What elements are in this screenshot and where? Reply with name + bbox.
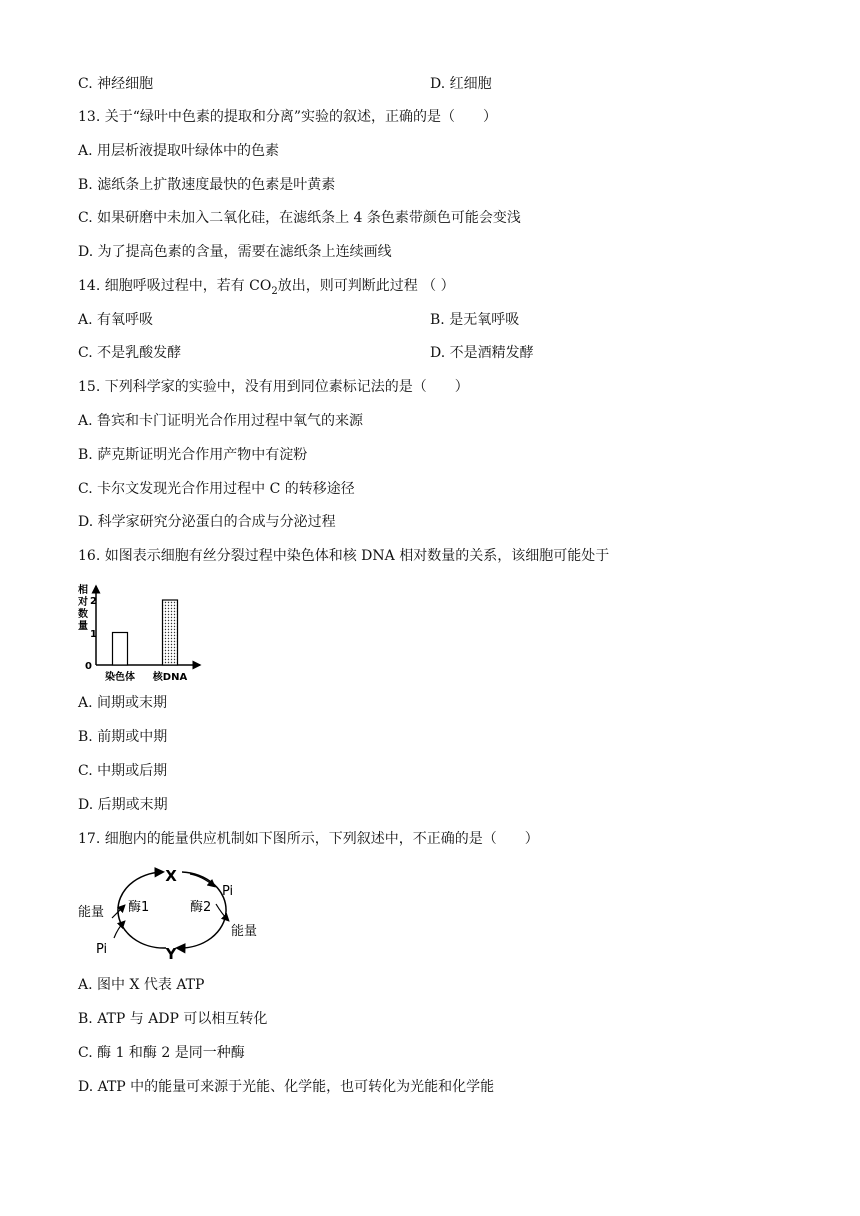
q14-stem (78, 276, 455, 296)
y-axis-label-text: 相对数量 (78, 585, 88, 632)
q12-option-c: C. 神经细胞 (78, 76, 154, 92)
q15-option-c: C. 卡尔文发现光合作用过程中 C 的转移途径 (78, 481, 355, 497)
q14-stem-sub: 2 (271, 285, 278, 297)
q16-bar-chart (74, 580, 214, 690)
bar-nuclear-dna (163, 600, 178, 665)
q16-option-a: A. 间期或末期 (78, 695, 168, 711)
q13-option-b: B. 滤纸条上扩散速度最快的色素是叶黄素 (78, 177, 336, 193)
q17-option-c: C. 酶 1 和酶 2 是同一种酶 (78, 1045, 245, 1061)
q16-option-c: C. 中期或后期 (78, 763, 168, 779)
q14-option-d: D. 不是酒精发酵 (430, 345, 534, 361)
q15-option-b: B. 萨克斯证明光合作用产物中有淀粉 (78, 447, 308, 463)
label-x: X (165, 867, 177, 885)
y-tick-2: 2 (90, 596, 97, 607)
q16-stem: 16. 如图表示细胞有丝分裂过程中染色体和核 DNA 相对数量的关系，该细胞可能处于 (78, 548, 610, 564)
q14-option-c: C. 不是乳酸发酵 (78, 345, 182, 361)
y-tick-1: 1 (90, 629, 97, 640)
q16-option-d: D. 后期或末期 (78, 797, 168, 813)
q12-option-d: D. 红细胞 (430, 76, 492, 92)
q14-stem-pre: 14. 细胞呼吸过程中，若有 CO (78, 278, 272, 294)
q15-option-a: A. 鲁宾和卡门证明光合作用过程中氧气的来源 (78, 413, 364, 429)
label-enzyme-1: 酶1 (128, 900, 150, 915)
atp-cycle-diagram (76, 862, 276, 962)
q13-stem: 13. 关于“绿叶中色素的提取和分离”实验的叙述，正确的是（ ） (78, 109, 498, 125)
label-enzyme-2: 酶2 (190, 900, 212, 915)
y-tick-0: 0 (85, 661, 92, 672)
q16-option-b: B. 前期或中期 (78, 729, 168, 745)
label-pi-out: Pi (222, 884, 234, 899)
bar-chromosome (113, 633, 128, 666)
q14-stem-post: 放出，则可判断此过程 （ ） (277, 278, 455, 294)
pi-in-arrow (114, 922, 124, 938)
q13-option-c: C. 如果研磨中未加入二氧化硅，在滤纸条上 4 条色素带颜色可能会变浅 (78, 210, 521, 226)
q14-option-a: A. 有氧呼吸 (78, 312, 154, 328)
q17-option-b: B. ATP 与 ADP 可以相互转化 (78, 1011, 268, 1027)
x-label-chromosome: 染色体 (105, 672, 135, 683)
label-y: Y (165, 945, 177, 962)
q13-option-a: A. 用层析液提取叶绿体中的色素 (78, 143, 280, 159)
x-label-nuclear-dna: 核DNA (152, 672, 188, 683)
q17-option-a: A. 图中 X 代表 ATP (78, 977, 205, 993)
label-energy-out: 能量 (231, 924, 258, 939)
label-pi-in: Pi (96, 942, 108, 957)
q17-stem: 17. 细胞内的能量供应机制如下图所示，下列叙述中，不正确的是（ ） (78, 831, 539, 847)
q15-option-d: D. 科学家研究分泌蛋白的合成与分泌过程 (78, 514, 336, 530)
y-axis-label (77, 583, 88, 632)
q17-option-d: D. ATP 中的能量可来源于光能、化学能，也可转化为光能和化学能 (78, 1079, 495, 1095)
q13-option-d: D. 为了提高色素的含量，需要在滤纸条上连续画线 (78, 244, 392, 260)
q15-stem: 15. 下列科学家的实验中，没有用到同位素标记法的是（ ） (78, 379, 469, 395)
label-energy-in: 能量 (78, 905, 105, 920)
q14-option-b: B. 是无氧呼吸 (430, 312, 520, 328)
